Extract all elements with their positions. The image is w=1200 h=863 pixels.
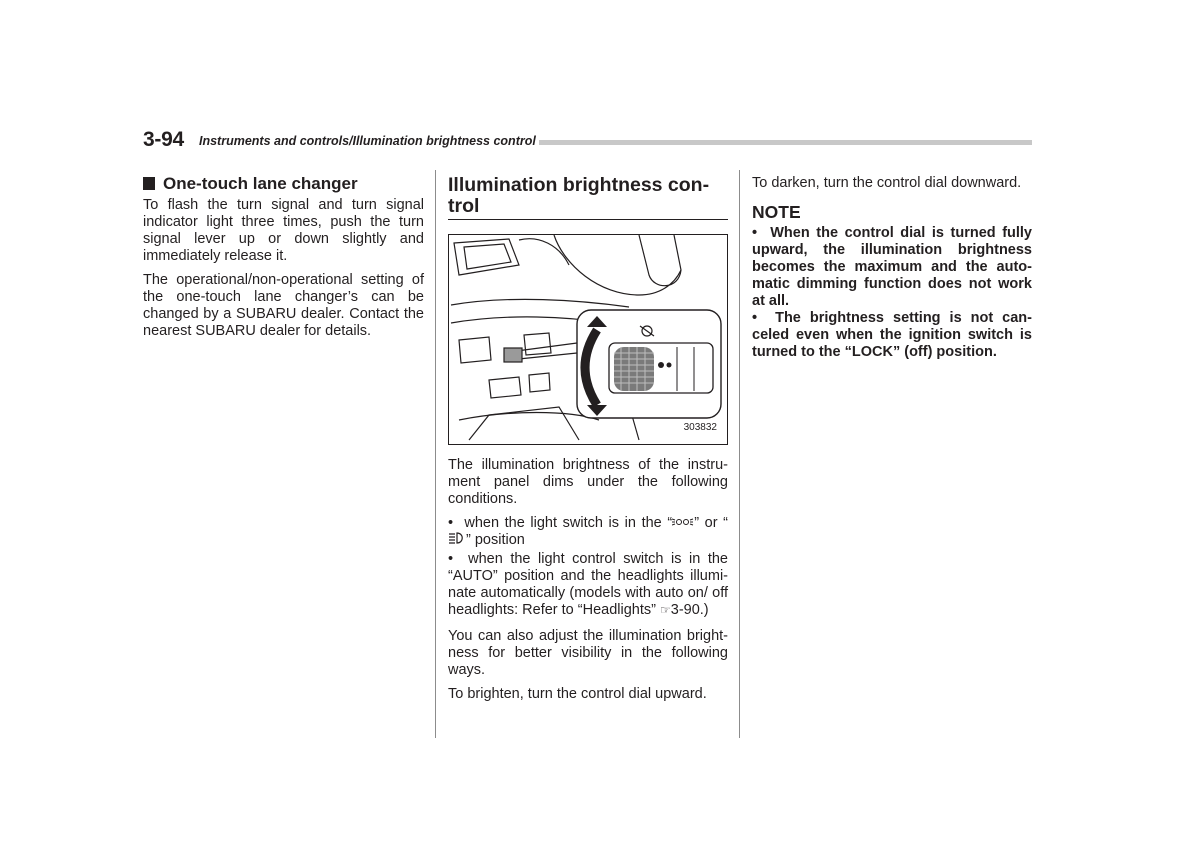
column-divider xyxy=(739,170,740,738)
subheading-text: One-touch lane changer xyxy=(163,174,358,193)
section-title: Instruments and controls/Illumination brightness control xyxy=(199,134,539,148)
dashboard-figure xyxy=(448,234,728,445)
column-1 xyxy=(143,175,424,347)
square-bullet-icon xyxy=(143,177,155,190)
bullet-text: 3-90.) xyxy=(670,602,709,618)
note-text: The brightness setting is not can-celed even when the ignition switch is turned to the “LOCK” (off) position. xyxy=(752,310,1032,360)
headlight-icon xyxy=(448,532,466,544)
column-divider xyxy=(435,170,436,738)
figure-id: 303832 xyxy=(683,422,717,433)
note-item xyxy=(752,225,1032,310)
note-heading: NOTE xyxy=(752,202,801,222)
bullet-item xyxy=(448,551,728,619)
note-item xyxy=(752,310,1032,361)
bullet-item xyxy=(448,515,728,549)
reference-icon: ☞ xyxy=(659,603,671,617)
column-3 xyxy=(752,175,1032,361)
bullet-icon: • xyxy=(752,310,758,326)
paragraph: To flash the turn signal and turn signal indicator light three times, push the turn signal lever up or down slightly and immediately release it. xyxy=(143,197,424,264)
bullet-icon: • xyxy=(752,225,758,241)
dashboard-illustration xyxy=(449,235,727,444)
small-light-icon xyxy=(672,517,694,527)
subheading xyxy=(143,175,424,192)
paragraph: The illumination brightness of the instru-ment panel dims under the following conditions. xyxy=(448,457,728,507)
bullet-text: when the light control switch is in the “AUTO” position and the headlights illumi-nate automatically (models with auto on/ off headlights: Refer to “Headlights” xyxy=(448,551,728,618)
bullet-text: ” or “ xyxy=(694,515,729,531)
paragraph: The operational/non-operational setting of the one-touch lane changer’s can be changed by a SUBARU dealer. Contact the nearest SUBARU dealer for details. xyxy=(143,272,424,339)
column-2 xyxy=(448,175,728,710)
bullet-icon: • xyxy=(448,551,454,567)
heading-rule xyxy=(448,219,728,220)
paragraph: You can also adjust the illumination bright-ness for better visibility in the following ways. xyxy=(448,628,728,678)
bullet-text: ” position xyxy=(466,532,525,548)
section-heading: Illumination brightness con-trol xyxy=(448,174,710,217)
paragraph: To darken, turn the control dial downward. xyxy=(752,175,1022,191)
paragraph: To brighten, turn the control dial upward. xyxy=(448,686,707,702)
bullet-text: when the light switch is in the “ xyxy=(464,515,673,531)
page-number: 3-94 xyxy=(143,128,184,151)
note-text: When the control dial is turned fully upward, the illumination brightness becomes the maximum and the auto-matic dimming function does not work at all. xyxy=(752,225,1032,309)
bullet-icon: • xyxy=(448,515,454,531)
note-block xyxy=(752,225,1032,361)
page-header xyxy=(143,128,1032,154)
